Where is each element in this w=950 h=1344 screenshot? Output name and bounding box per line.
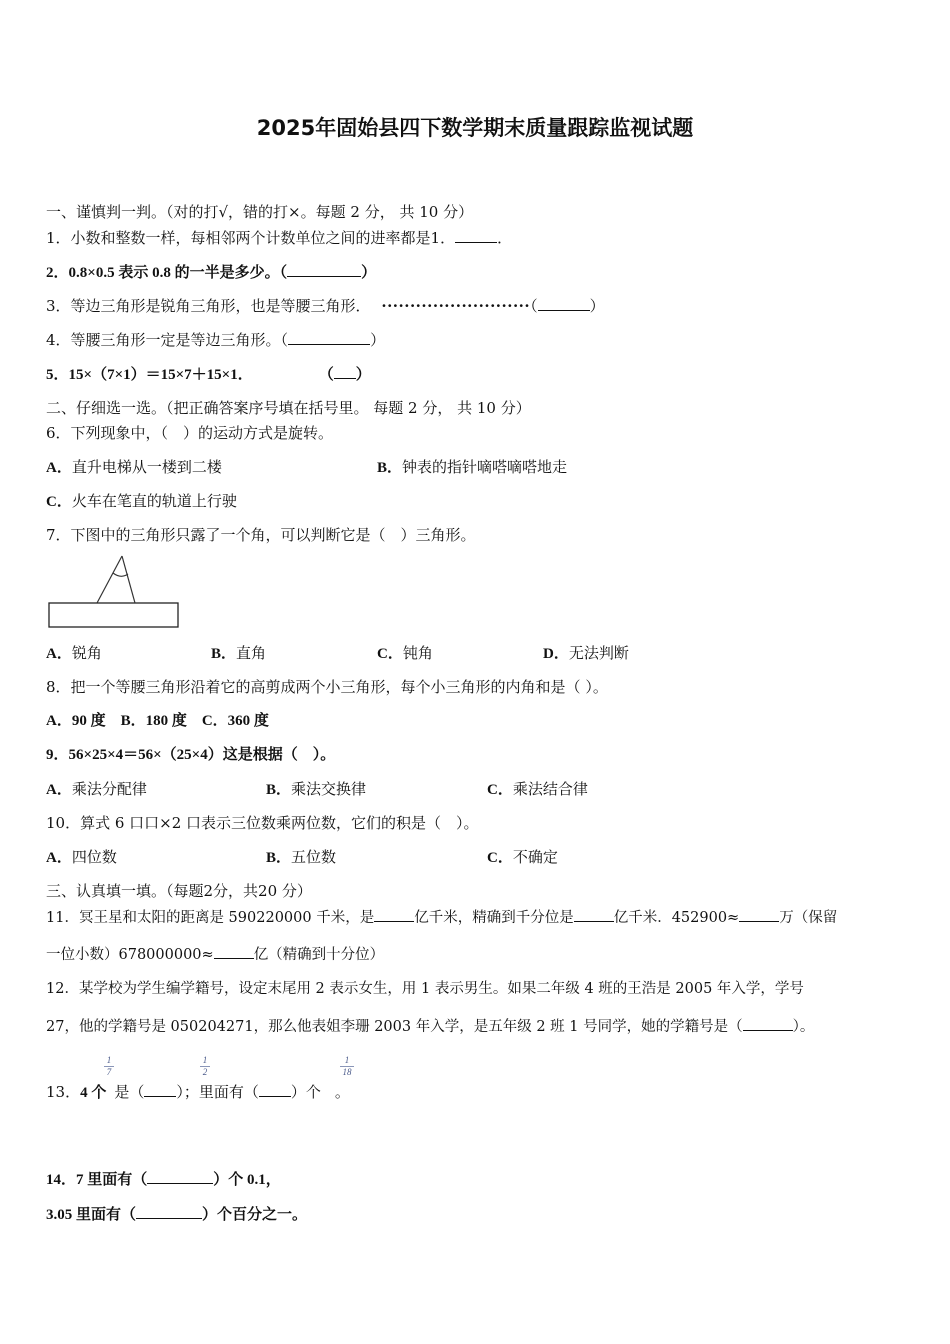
answer-blank[interactable] — [136, 1204, 202, 1219]
question-2: 2．0.8×0.5 表示 0.8 的一半是多少。（ ） — [46, 262, 376, 283]
q10-option-c[interactable]: C．不确定 — [487, 848, 558, 866]
q7-option-d[interactable]: D．无法判断 — [543, 644, 629, 662]
question-1: 1．小数和整数一样，每相邻两个计数单位之间的进率都是1． ． — [46, 229, 513, 247]
q7-option-c[interactable]: C．钝角 — [377, 644, 433, 662]
question-11-cont: 一位小数）678000000≈ 亿（精确到十分位） — [46, 944, 384, 965]
answer-blank[interactable] — [147, 1169, 213, 1184]
question-12-cont: 27，他的学籍号是 050204271，那么他表姐李珊 2003 年入学，是五年级 2 班 1 号同学，她的学籍号是（ ）。 — [46, 1016, 814, 1037]
section-3-heading: 三、认真填一填。（每题2分，共20 分） — [46, 882, 312, 900]
question-14-cont: 3.05 里面有（ ）个百分之一。 — [46, 1204, 307, 1225]
section-2-heading: 二、仔细选一选。（把正确答案序号填在括号里。 每题 2 分， 共 10 分） — [46, 399, 531, 417]
question-6: 6．下列现象中，（ ）的运动方式是旋转。 — [46, 424, 334, 442]
question-12: 12．某学校为学生编学籍号，设定末尾用 2 表示女生，用 1 表示男生。如果二年级 4 班的王浩是 2005 年入学，学号 — [46, 981, 804, 997]
question-4: 4．等腰三角形一定是等边三角形。（ ） — [46, 331, 386, 349]
question-11: 11．冥王星和太阳的距离是 590220000 千米，是 亿千米，精确到千分位是 亿千米．452900≈ 万（保留 — [46, 907, 837, 928]
question-text: 小数和整数一样，每相邻两个计数单位之间的进率都是1． — [70, 229, 456, 247]
triangle-figure — [48, 553, 182, 629]
section-1-heading: 一、谨慎判一判。（对的打√，错的打×。每题 2 分， 共 10 分） — [46, 203, 474, 221]
fraction-1-2: 1 2 — [200, 1056, 210, 1077]
answer-blank[interactable] — [455, 228, 497, 243]
fraction-1-18: 1 18 — [340, 1056, 354, 1077]
q8-options[interactable]: A．90 度 B．180 度 C．360 度 — [46, 713, 269, 729]
answer-blank[interactable] — [259, 1082, 291, 1097]
leader-dots: ·························· — [381, 297, 531, 315]
q10-option-b[interactable]: B．五位数 — [266, 848, 337, 866]
question-8: 8．把一个等腰三角形沿着它的高剪成两个小三角形，每个小三角形的内角和是（ ）。 — [46, 678, 608, 696]
q7-option-a[interactable]: A．锐角 — [46, 644, 102, 662]
answer-blank[interactable] — [374, 907, 414, 922]
answer-blank[interactable] — [574, 907, 614, 922]
answer-blank[interactable] — [739, 907, 779, 922]
q6-option-b[interactable]: B．钟表的指针嘀嗒嘀嗒地走 — [377, 458, 568, 476]
question-10: 10．算式 6 口口×2 口表示三位数乘两位数，它们的积是（ ）。 — [46, 814, 479, 832]
fraction-1-7: 1 7 — [104, 1056, 114, 1077]
answer-blank[interactable] — [334, 364, 356, 379]
q9-option-b[interactable]: B．乘法交换律 — [266, 780, 367, 798]
answer-blank[interactable] — [288, 330, 370, 345]
q9-option-a[interactable]: A．乘法分配律 — [46, 780, 147, 798]
answer-blank[interactable] — [538, 296, 590, 311]
question-7: 7．下图中的三角形只露了一个角，可以判断它是（ ）三角形。 — [46, 526, 476, 544]
question-5: 5．15×（7×1）＝15×7＋15×1． （ ） — [46, 364, 371, 385]
question-number: 1． — [46, 229, 71, 247]
answer-blank[interactable] — [214, 944, 254, 959]
page-title: 2025年固始县四下数学期末质量跟踪监视试题 — [256, 116, 694, 140]
question-13: 13．4 个 是（ ）；里面有（ ）个 。 — [46, 1083, 350, 1101]
q9-option-c[interactable]: C．乘法结合律 — [487, 780, 588, 798]
question-14: 14．7 里面有（ ）个 0.1， — [46, 1169, 281, 1190]
answer-blank[interactable] — [743, 1016, 793, 1031]
q6-option-a[interactable]: A．直升电梯从一楼到二楼 — [46, 458, 222, 476]
q7-option-b[interactable]: B．直角 — [211, 644, 267, 662]
q10-option-a[interactable]: A．四位数 — [46, 848, 117, 866]
answer-blank[interactable] — [287, 262, 361, 277]
question-3: 3．等边三角形是锐角三角形，也是等腰三角形． ··························（ ） — [46, 297, 605, 315]
q6-option-c[interactable]: C．火车在笔直的轨道上行驶 — [46, 492, 237, 510]
question-9: 9．56×25×4＝56×（25×4）这是根据（ ）。 — [46, 747, 336, 763]
answer-blank[interactable] — [144, 1082, 176, 1097]
